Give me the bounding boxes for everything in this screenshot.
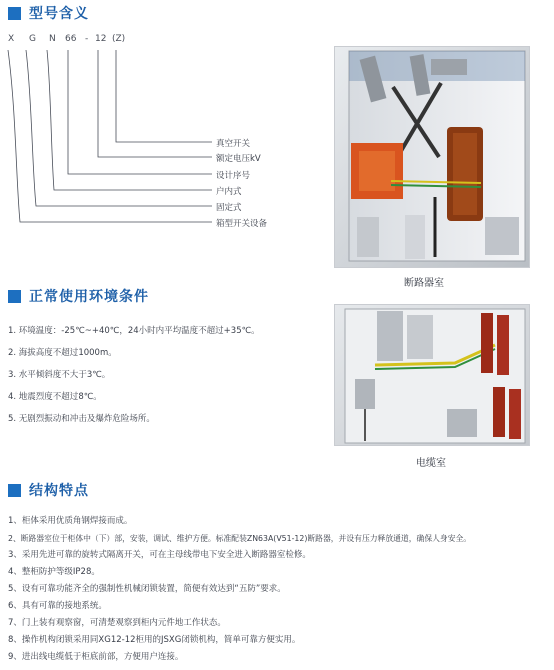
list-item: 9、进出线电缆低于柜底前部，方便用户连接。	[8, 652, 184, 662]
list-item: 3. 水平倾斜度不大于3℃。	[8, 370, 111, 380]
cable-room-photo	[334, 304, 530, 446]
model-code-char: G	[29, 34, 36, 44]
model-code-char: 12	[95, 34, 107, 44]
model-code-char: -	[85, 34, 89, 44]
section-header-env	[8, 287, 149, 305]
list-item: 1、柜体采用优质角钢焊接而成。	[8, 516, 133, 526]
section-title: 正常使用环境条件	[29, 289, 149, 305]
features-list	[8, 513, 471, 666]
breaker-room-photo	[334, 46, 530, 268]
model-code-char: N	[49, 34, 56, 44]
model-code-char: X	[8, 34, 15, 44]
list-item: 2、断路器室位于柜体中（下）部，安装，调试、维护方便。标准配装ZN63A(V51-12)断路器，并设有压力释放通道，确保人身安全。	[8, 534, 472, 543]
model-code-char: 66	[65, 34, 77, 44]
model-code-char: (Z)	[112, 34, 126, 44]
list-item: 8、操作机构闭锁采用同XG12-12柜用的JSXG闭锁机构，简单可靠方便实用。	[8, 635, 301, 645]
model-label: 箱型开关设备	[216, 219, 268, 229]
list-item: 7、门上装有观察窗，可清楚观察到柜内元件地工作状态。	[8, 618, 226, 628]
env-conditions-list	[8, 320, 260, 430]
list-item: 4、整柜防护等级IP28。	[8, 567, 100, 577]
list-item: 6、具有可靠的接地系统。	[8, 601, 107, 611]
section-marker-icon	[8, 484, 21, 497]
model-label: 固定式	[216, 203, 242, 213]
section-header-features	[8, 481, 89, 499]
list-item: 1. 环境温度：-25℃~+40℃，24小时内平均温度不超过+35℃。	[8, 326, 260, 336]
model-label: 设计序号	[216, 171, 251, 181]
model-label: 真空开关	[216, 139, 251, 149]
section-marker-icon	[8, 290, 21, 303]
list-item: 4. 地震烈度不超过8℃。	[8, 392, 102, 402]
section-title: 型号含义	[29, 6, 89, 22]
list-item: 5. 无剧烈振动和冲击及爆炸危险场所。	[8, 414, 155, 424]
model-label: 户内式	[216, 187, 242, 197]
breaker-room-caption: 断路器室	[404, 278, 444, 289]
section-title: 结构特点	[29, 483, 89, 499]
model-label: 额定电压kV	[216, 154, 261, 164]
list-item: 2. 海拔高度不超过1000m。	[8, 348, 117, 358]
list-item: 5、设有可靠功能齐全的强制性机械闭锁装置，简便有效达到“五防”要求。	[8, 584, 286, 594]
cable-room-caption: 电缆室	[416, 458, 446, 469]
list-item: 3、采用先进可靠的旋转式隔离开关，可在主母线带电下安全进入断路器室检修。	[8, 550, 311, 560]
